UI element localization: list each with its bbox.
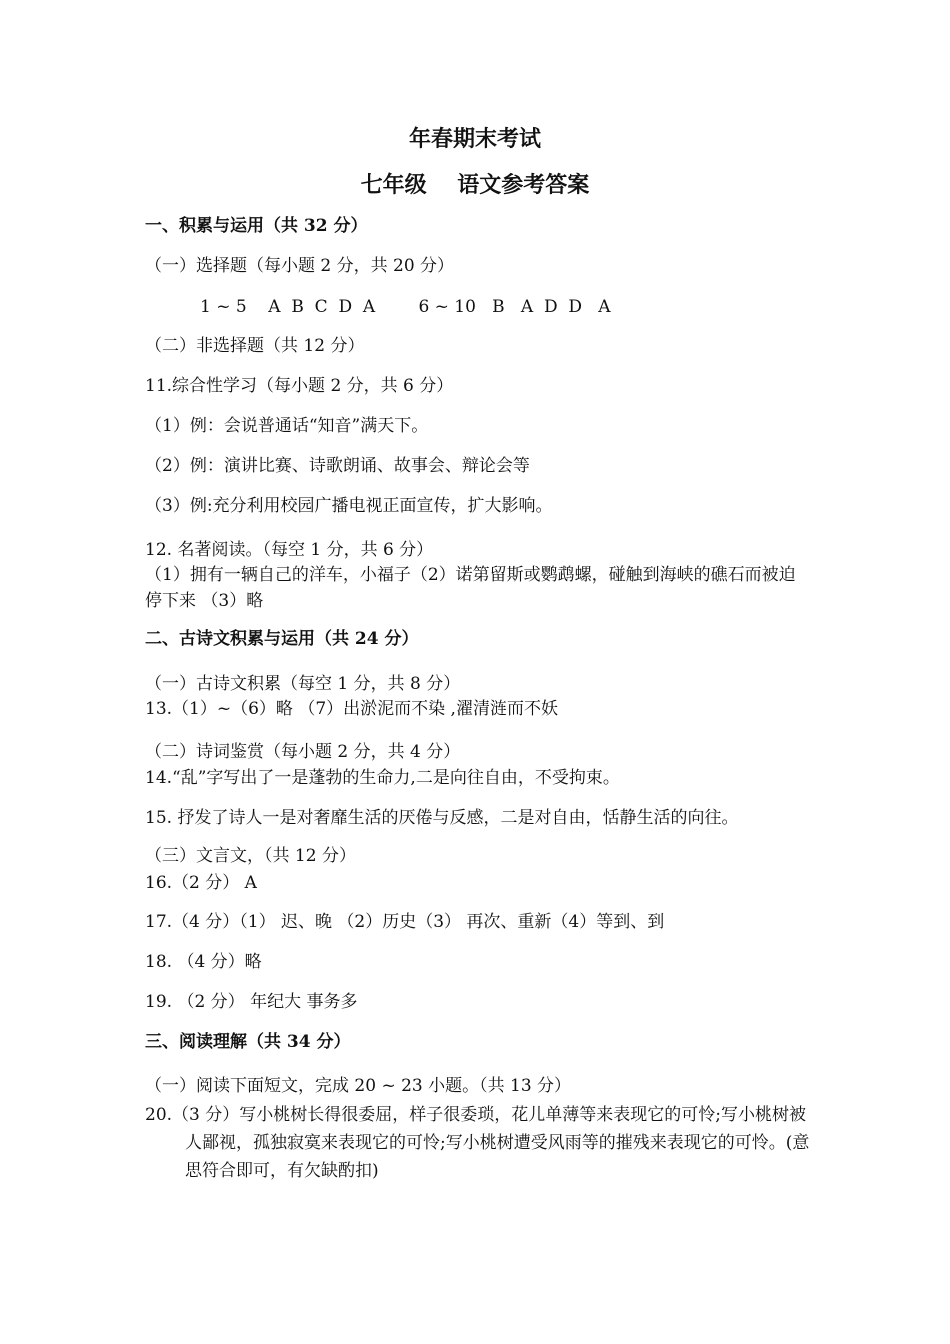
subsection-heading: （一）古诗文积累（每空 1 分，共 8 分） bbox=[145, 674, 461, 694]
answer-paragraph: （1）拥有一辆自己的洋车，小福子（2）诺第留斯或鹦鹉螺，碰触到海峡的礁石而被迫停下来 （3）略 bbox=[145, 565, 796, 611]
answer-line: 17.（4 分）（1） 迟、晚 （2）历史（3） 再次、重新（4）等到、到 bbox=[145, 912, 665, 932]
answer-line: 18. （4 分）略 bbox=[145, 952, 262, 972]
document-subtitle: 七年级 语文参考答案 bbox=[360, 172, 590, 198]
subsection-heading: （二）诗词鉴赏（每小题 2 分，共 4 分） bbox=[145, 742, 461, 762]
answer-line: 13.（1）~（6）略 （7）出淤泥而不染 ,濯清涟而不妖 bbox=[145, 699, 558, 719]
document-title: 年春期末考试 bbox=[408, 126, 541, 152]
section-heading-1: 一、积累与运用（共 32 分） bbox=[145, 216, 368, 236]
answer-paragraph: 20.（3 分）写小桃树长得很委屈，样子很委琐，花儿单薄等来表现它的可怜;写小桃树被人鄙视，孤独寂寞来表现它的可怜;写小桃树遭受风雨等的摧残来表现它的可怜。(意思符合即可，有欠缺酌扣) bbox=[145, 1105, 810, 1181]
answer-line: （2）例：演讲比赛、诗歌朗诵、故事会、辩论会等 bbox=[145, 456, 530, 476]
section-heading-2: 二、古诗文积累与运用（共 24 分） bbox=[145, 629, 419, 649]
question-heading: 12. 名著阅读。（每空 1 分，共 6 分） bbox=[145, 540, 434, 560]
answer-line: 16.（2 分） A bbox=[145, 873, 257, 893]
answer-line: 14.“乱”字写出了一是蓬勃的生命力,二是向往自由，不受拘束。 bbox=[145, 768, 620, 788]
subsection-heading: （一）阅读下面短文，完成 20 ~ 23 小题。（共 13 分） bbox=[145, 1076, 572, 1096]
subsection-heading: （三）文言文，（共 12 分） bbox=[145, 846, 356, 866]
subsection-heading: （二）非选择题（共 12 分） bbox=[145, 336, 365, 356]
answer-line: 19. （2 分） 年纪大 事务多 bbox=[145, 992, 358, 1012]
answer-line: 15. 抒发了诗人一是对奢靡生活的厌倦与反感，二是对自由，恬静生活的向往。 bbox=[145, 808, 739, 828]
choice-answers: 1 ~ 5 A B C D A 6 ~ 10 B A D D A bbox=[200, 297, 611, 317]
section-heading-3: 三、阅读理解（共 34 分） bbox=[145, 1032, 351, 1052]
answer-line: （1）例：会说普通话“知音”满天下。 bbox=[145, 416, 429, 436]
subsection-heading: （一）选择题（每小题 2 分，共 20 分） bbox=[145, 256, 455, 276]
answer-line: （3）例:充分利用校园广播电视正面宣传，扩大影响。 bbox=[145, 496, 553, 516]
question-heading: 11.综合性学习（每小题 2 分，共 6 分） bbox=[145, 376, 454, 396]
